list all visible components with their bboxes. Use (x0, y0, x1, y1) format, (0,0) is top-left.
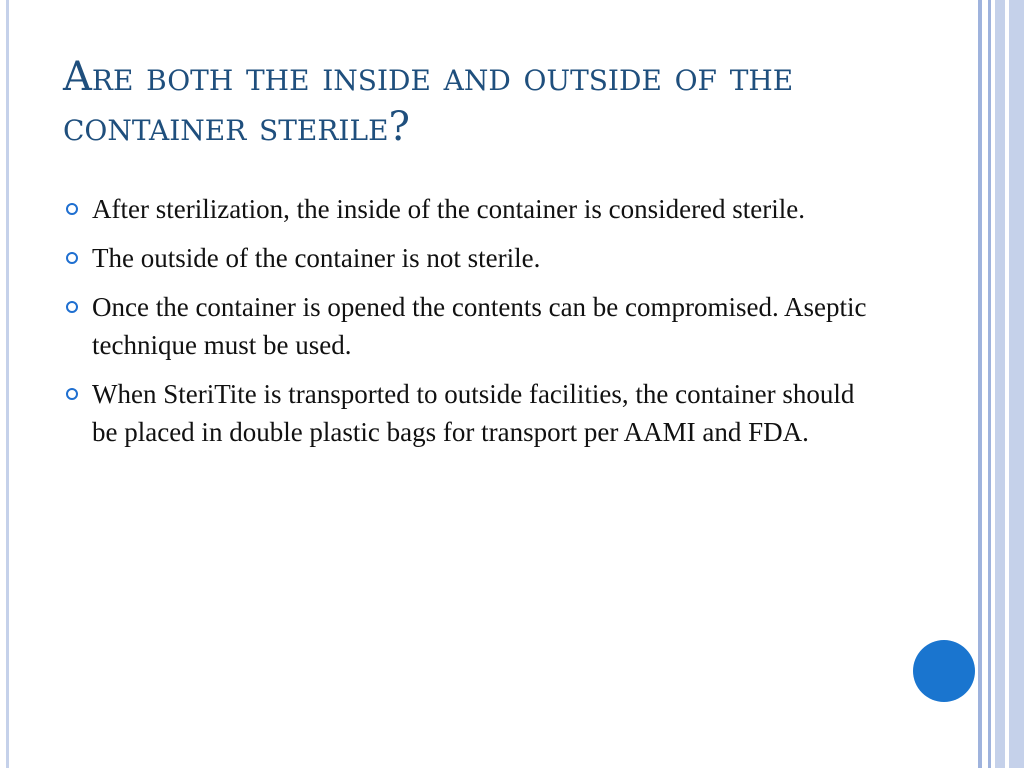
bullet-text: After sterilization, the inside of the container is considered sterile. (92, 194, 806, 224)
stripe (995, 0, 1005, 768)
bullet-ring-icon (66, 203, 78, 215)
right-border-stripes (975, 0, 1024, 768)
bullet-text: The outside of the container is not sterile. (92, 243, 541, 273)
bullet-ring-icon (66, 388, 78, 400)
bullet-text: When SteriTite is transported to outside facilities, the container should be placed in double plastic bags for transport per AAMI and FDA. (92, 379, 855, 447)
bullet-item (66, 375, 886, 451)
bullet-text: Once the container is opened the contents can be compromised. Aseptic technique must be used. (92, 292, 867, 360)
bullet-item (66, 190, 886, 228)
decorative-circle (913, 640, 975, 702)
bullet-item (66, 288, 886, 364)
bullet-list (66, 190, 886, 462)
bullet-ring-icon (66, 252, 78, 264)
bullet-ring-icon (66, 301, 78, 313)
left-border-line (6, 0, 9, 768)
stripe (1009, 0, 1024, 768)
bullet-item (66, 239, 886, 277)
slide-title: Are both the inside and outside of the container sterile? (63, 54, 794, 150)
